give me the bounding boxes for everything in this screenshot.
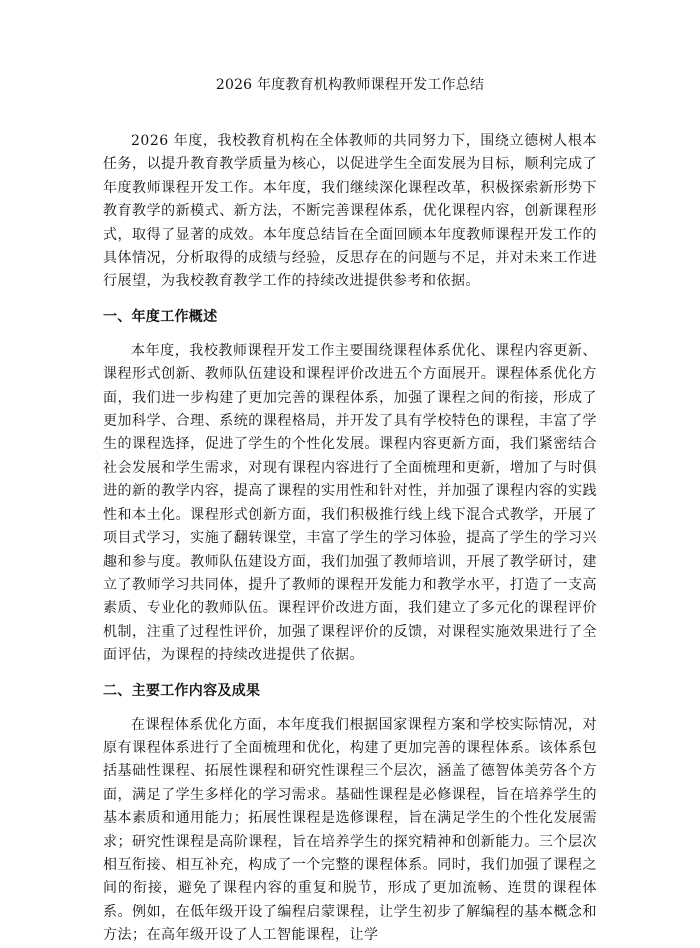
section-heading-overview: 一、年度工作概述: [103, 308, 218, 325]
document-title: 2026 年度教育机构教师课程开发工作总结: [215, 77, 485, 93]
intro-paragraph: 2026 年度，我校教育机构在全体教师的共同努力下，围绕立德树人根本任务，以提升教育教学质量为核心，以促进学生全面发展为目标，顺利完成了年度教师课程开发工作。本年度，我们继续深化课程改革，积极探索新形势下教育教学的新模式、新方法，不断完善课程体系，优化课程内容，创新课程形式，取得了显著的成效。本年度总结旨在全面回顾本年度教师课程开发工作的具体情况，分析取得的成绩与经验，反思存在的问题与不足，并对未来工作进行展望，为我校教育教学工作的持续改进提供参考和依据。: [103, 133, 597, 290]
section-paragraph-overview: 本年度，我校教师课程开发工作主要围绕课程体系优化、课程内容更新、课程形式创新、教师队伍建设和课程评价改进五个方面展开。课程体系优化方面，我们进一步构建了更加完善的课程体系，加强了课程之间的衔接，形成了更加科学、合理、系统的课程格局，并开发了具有学校特色的课程，丰富了学生的课程选择，促进了学生的个性化发展。课程内容更新方面，我们紧密结合社会发展和学生需求，对现有课程内容进行了全面梳理和更新，增加了与时俱进的新的教学内容，提高了课程的实用性和针对性，并加强了课程内容的实践性和本土化。课程形式创新方面，我们积极推行线上线下混合式教学，开展了项目式学习，实施了翻转课堂，丰富了学生的学习体验，提高了学生的学习兴趣和参与度。教师队伍建设方面，我们加强了教师培训，开展了教学研讨，建立了教师学习共同体，提升了教师的课程开发能力和教学水平，打造了一支高素质、专业化的教师队伍。课程评价改进方面，我们建立了多元化的课程评价机制，注重了过程性评价，加强了课程评价的反馈，对课程实施效果进行了全面评估，为课程的持续改进提供了依据。: [103, 342, 597, 664]
section-paragraph-main-work: 在课程体系优化方面，本年度我们根据国家课程方案和学校实际情况，对原有课程体系进行了全面梳理和优化，构建了更加完善的课程体系。该体系包括基础性课程、拓展性课程和研究性课程三个层次，涵盖了德智体美劳各个方面，满足了学生多样化的学习需求。基础性课程是必修课程，旨在培养学生的基本素质和通用能力；拓展性课程是选修课程，旨在满足学生的个性化发展需求；研究性课程是高阶课程，旨在培养学生的探究精神和创新能力。三个层次相互衔接、相互补充，构成了一个完整的课程体系。同时，我们加强了课程之间的衔接，避免了课程内容的重复和脱节，形成了更加流畅、连贯的课程体系。例如，在低年级开设了编程启蒙课程，让学生初步了解编程的基本概念和方法；在高年级开设了人工智能课程，让学: [103, 716, 597, 944]
section-heading-main-work: 二、主要工作内容及成果: [103, 682, 261, 699]
